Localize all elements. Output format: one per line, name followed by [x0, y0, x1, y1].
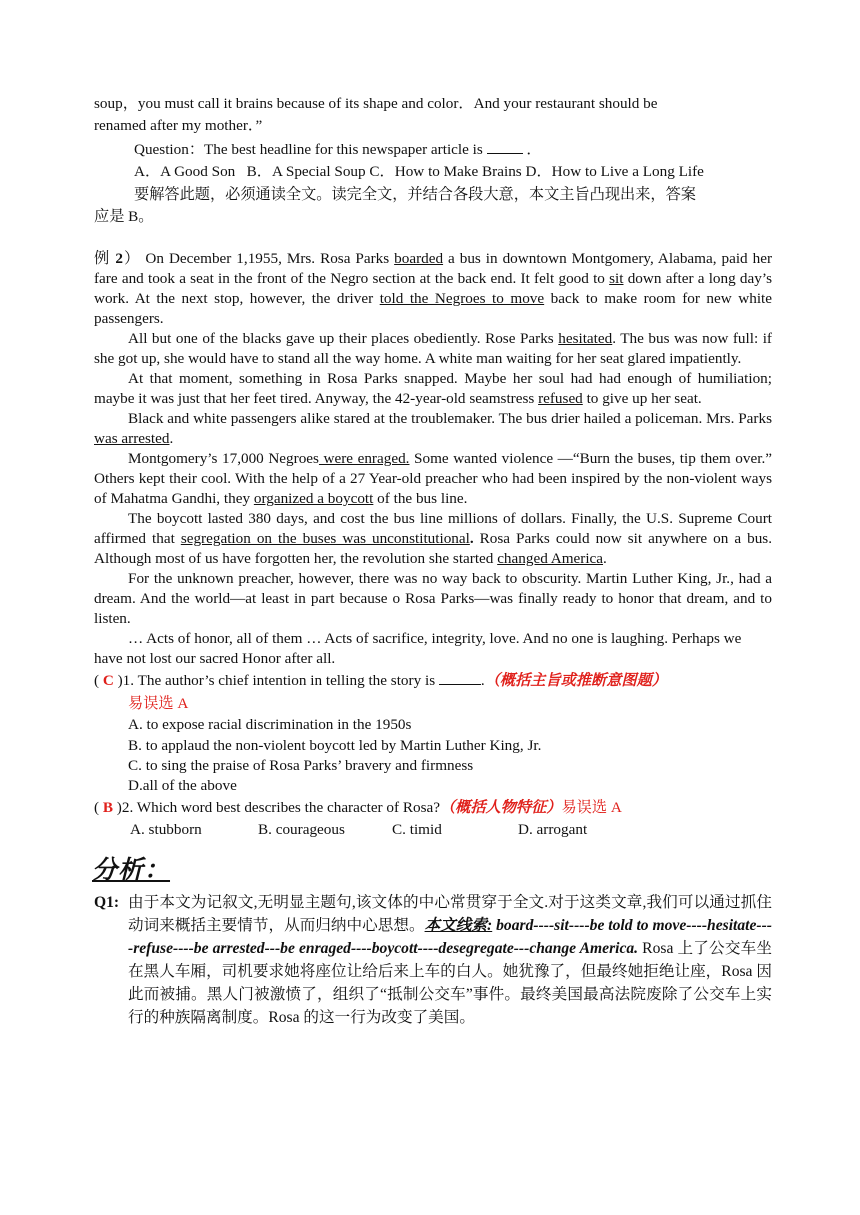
option: C. to sing the praise of Rosa Parks’ bravery and firmness [128, 757, 474, 775]
answer-blank [487, 139, 523, 154]
example-number: 2 [115, 250, 123, 268]
question-type-tag: （概括主旨或推断意图题） [484, 672, 667, 690]
question-number: )1. [113, 672, 135, 690]
text-span: of the bus line. [373, 490, 468, 508]
text-span: At that moment, something in Rosa Parks snapped. Maybe her soul had had enough of humiliation; maybe it was just that her feet tired. Anyway, the 42-year-old seamstress [94, 370, 772, 408]
text-span: Montgomery’s 17,000 Negroes [128, 450, 319, 468]
explanation-line: 要解答此题，必须通读全文。读完全文，并结合各段大意，本文主旨凸现出来，答案 [134, 185, 696, 203]
analysis-q1 [94, 891, 772, 1029]
underlined-verb: sit [609, 270, 624, 288]
text-span: . [480, 672, 485, 690]
text-span: Rosa Parks could now sit anywhere on a bus. Although most of us have forgotten her, the revolution she started [94, 530, 772, 568]
underlined-verb: segregation on the buses was unconstitutional [180, 530, 470, 548]
q1-body [128, 891, 772, 1029]
question-type-tag: （概括人物特征） [439, 798, 562, 816]
text-line: renamed after my mother．” [94, 117, 263, 135]
example-label-suffix: ） [122, 250, 141, 268]
text-span: Some wanted violence —“Burn the buses, tip them over.” Others kept their cool. With the help of a 27 Year-old preacher who had been inspired by the non-violent ways of Mahatma Gandhi, they [94, 450, 772, 508]
text-span: to give up her seat. [582, 390, 702, 408]
underlined-verb: organized a boycott [253, 490, 374, 508]
q1-label: Q1: [94, 893, 120, 911]
text-span: a bus in downtown Montgomery, Alabama, paid her fare and took a seat in the front of the Negro section at the back end. It felt good to [94, 250, 772, 288]
analysis-heading: 分析： [92, 856, 171, 884]
underlined-verb: were enraged. [318, 450, 410, 468]
options-row [94, 820, 772, 840]
question-stem [94, 670, 772, 691]
question-text: Question：The best headline for this newspaper article is [134, 140, 483, 158]
text-span: On December 1,1955, Mrs. Rosa Parks [140, 250, 395, 268]
text-span: . [603, 550, 607, 568]
option: B. to applaud the non-violent boycott led by Martin Luther King, Jr. [128, 736, 542, 754]
document-page [94, 94, 772, 1029]
paragraph [94, 329, 772, 369]
text-span: The boycott lasted 380 days, and cost the bus line millions of dollars. Finally, the U.S. Supreme Court affirmed that [94, 510, 772, 548]
text-span: . [169, 430, 174, 448]
option: B. courageous [258, 821, 345, 839]
explanation-line: 应是 B。 [94, 208, 154, 226]
underlined-verb: told the Negroes to move [379, 290, 545, 308]
mistake-note: 易误选 A [561, 798, 622, 816]
question-text: The author’s chief intention in telling the story is [134, 672, 439, 690]
paragraph [94, 509, 772, 569]
question-number: )2. [113, 798, 134, 816]
question-suffix: ． [526, 140, 542, 158]
paragraph: … Acts of honor, all of them … Acts of sacrifice, integrity, love. And no one is laughing. Perhaps we have not lost our sacred Honor after all. [94, 630, 742, 668]
answer-blank [439, 670, 481, 685]
mistake-note: 易误选 A [128, 694, 189, 712]
paragraph: For the unknown preacher, however, there was no way back to obscurity. Martin Luther King, Jr., had a dream. And the world—at least in part because o Rosa Parks—was finally ready to honor that dream, and to listen. [94, 570, 772, 628]
paragraph [94, 449, 772, 509]
option: D. arrogant [518, 821, 588, 839]
paren-open: ( [94, 798, 103, 816]
answer-letter: B [102, 798, 113, 816]
option: C. timid [392, 821, 442, 839]
underlined-verb: was arrested [94, 430, 170, 448]
answer-letter: C [102, 672, 114, 690]
text-span: back to make room for new white passengers. [94, 290, 773, 328]
paragraph [94, 369, 772, 409]
option: A. to expose racial discrimination in the 1950s [128, 716, 412, 734]
summary-text: Rosa 上了公交车坐在黑人车厢，司机要求她将座位让给后来上车的白人。她犹豫了，但最终她拒绝让座，Rosa 因此而被捕。黑人门被激愤了，组织了“抵制公交车”事件。最终美国最高法院废除了公交车上实行的种族隔离制度。Rosa 的这一行为改变了美国。 [128, 939, 772, 1026]
example-passage [94, 249, 772, 669]
text-line: soup，you must call it brains because of its shape and color．And your restaurant should be [94, 95, 658, 112]
underlined-verb: changed America [497, 550, 604, 568]
question-1 [94, 670, 772, 796]
paragraph [94, 249, 772, 329]
text-span: All but one of the blacks gave up their places obediently. Rose Parks [128, 330, 559, 348]
q1-text: 由于本文为记叙文,无明显主题句,该文体的中心常贯穿于全文.对于这类文章,我们可以通过抓住动词来概括主要情节，从而归纳中心思想。 [128, 893, 772, 934]
text-span: . [469, 530, 474, 548]
option: A. stubborn [130, 821, 202, 839]
question-stem [94, 798, 772, 818]
paragraph [94, 409, 772, 449]
clue-text: board----sit----be told to move----hesitate----refuse----be arrested---be enraged----boycott----desegregate---change America. [128, 916, 772, 957]
options-line: A．A Good Son B．A Special Soup C．How to Make Brains D．How to Live a Long Life [134, 163, 704, 181]
clue-label: 本文线索: [424, 916, 493, 934]
underlined-verb: refused [538, 390, 583, 408]
underlined-verb: hesitated [558, 330, 613, 348]
spacer [94, 227, 772, 249]
text-span: . The bus was now full: if she got up, she would have to stand all the way home. A white man waiting for her seat glared impatiently. [94, 330, 772, 368]
paren-open: ( [94, 672, 103, 690]
question-2 [94, 798, 772, 841]
question-text: Which word best describes the character of Rosa? [133, 798, 440, 816]
question-line [94, 139, 772, 160]
underlined-verb: boarded [394, 250, 444, 268]
text-span: down after a long day’s work. At the next stop, however, the driver [94, 270, 772, 308]
text-span: Black and white passengers alike stared at the troublemaker. The bus drier hailed a policeman. Mrs. Parks [128, 410, 772, 428]
option: D.all of the above [128, 777, 237, 795]
example-label: 例 [94, 250, 116, 268]
